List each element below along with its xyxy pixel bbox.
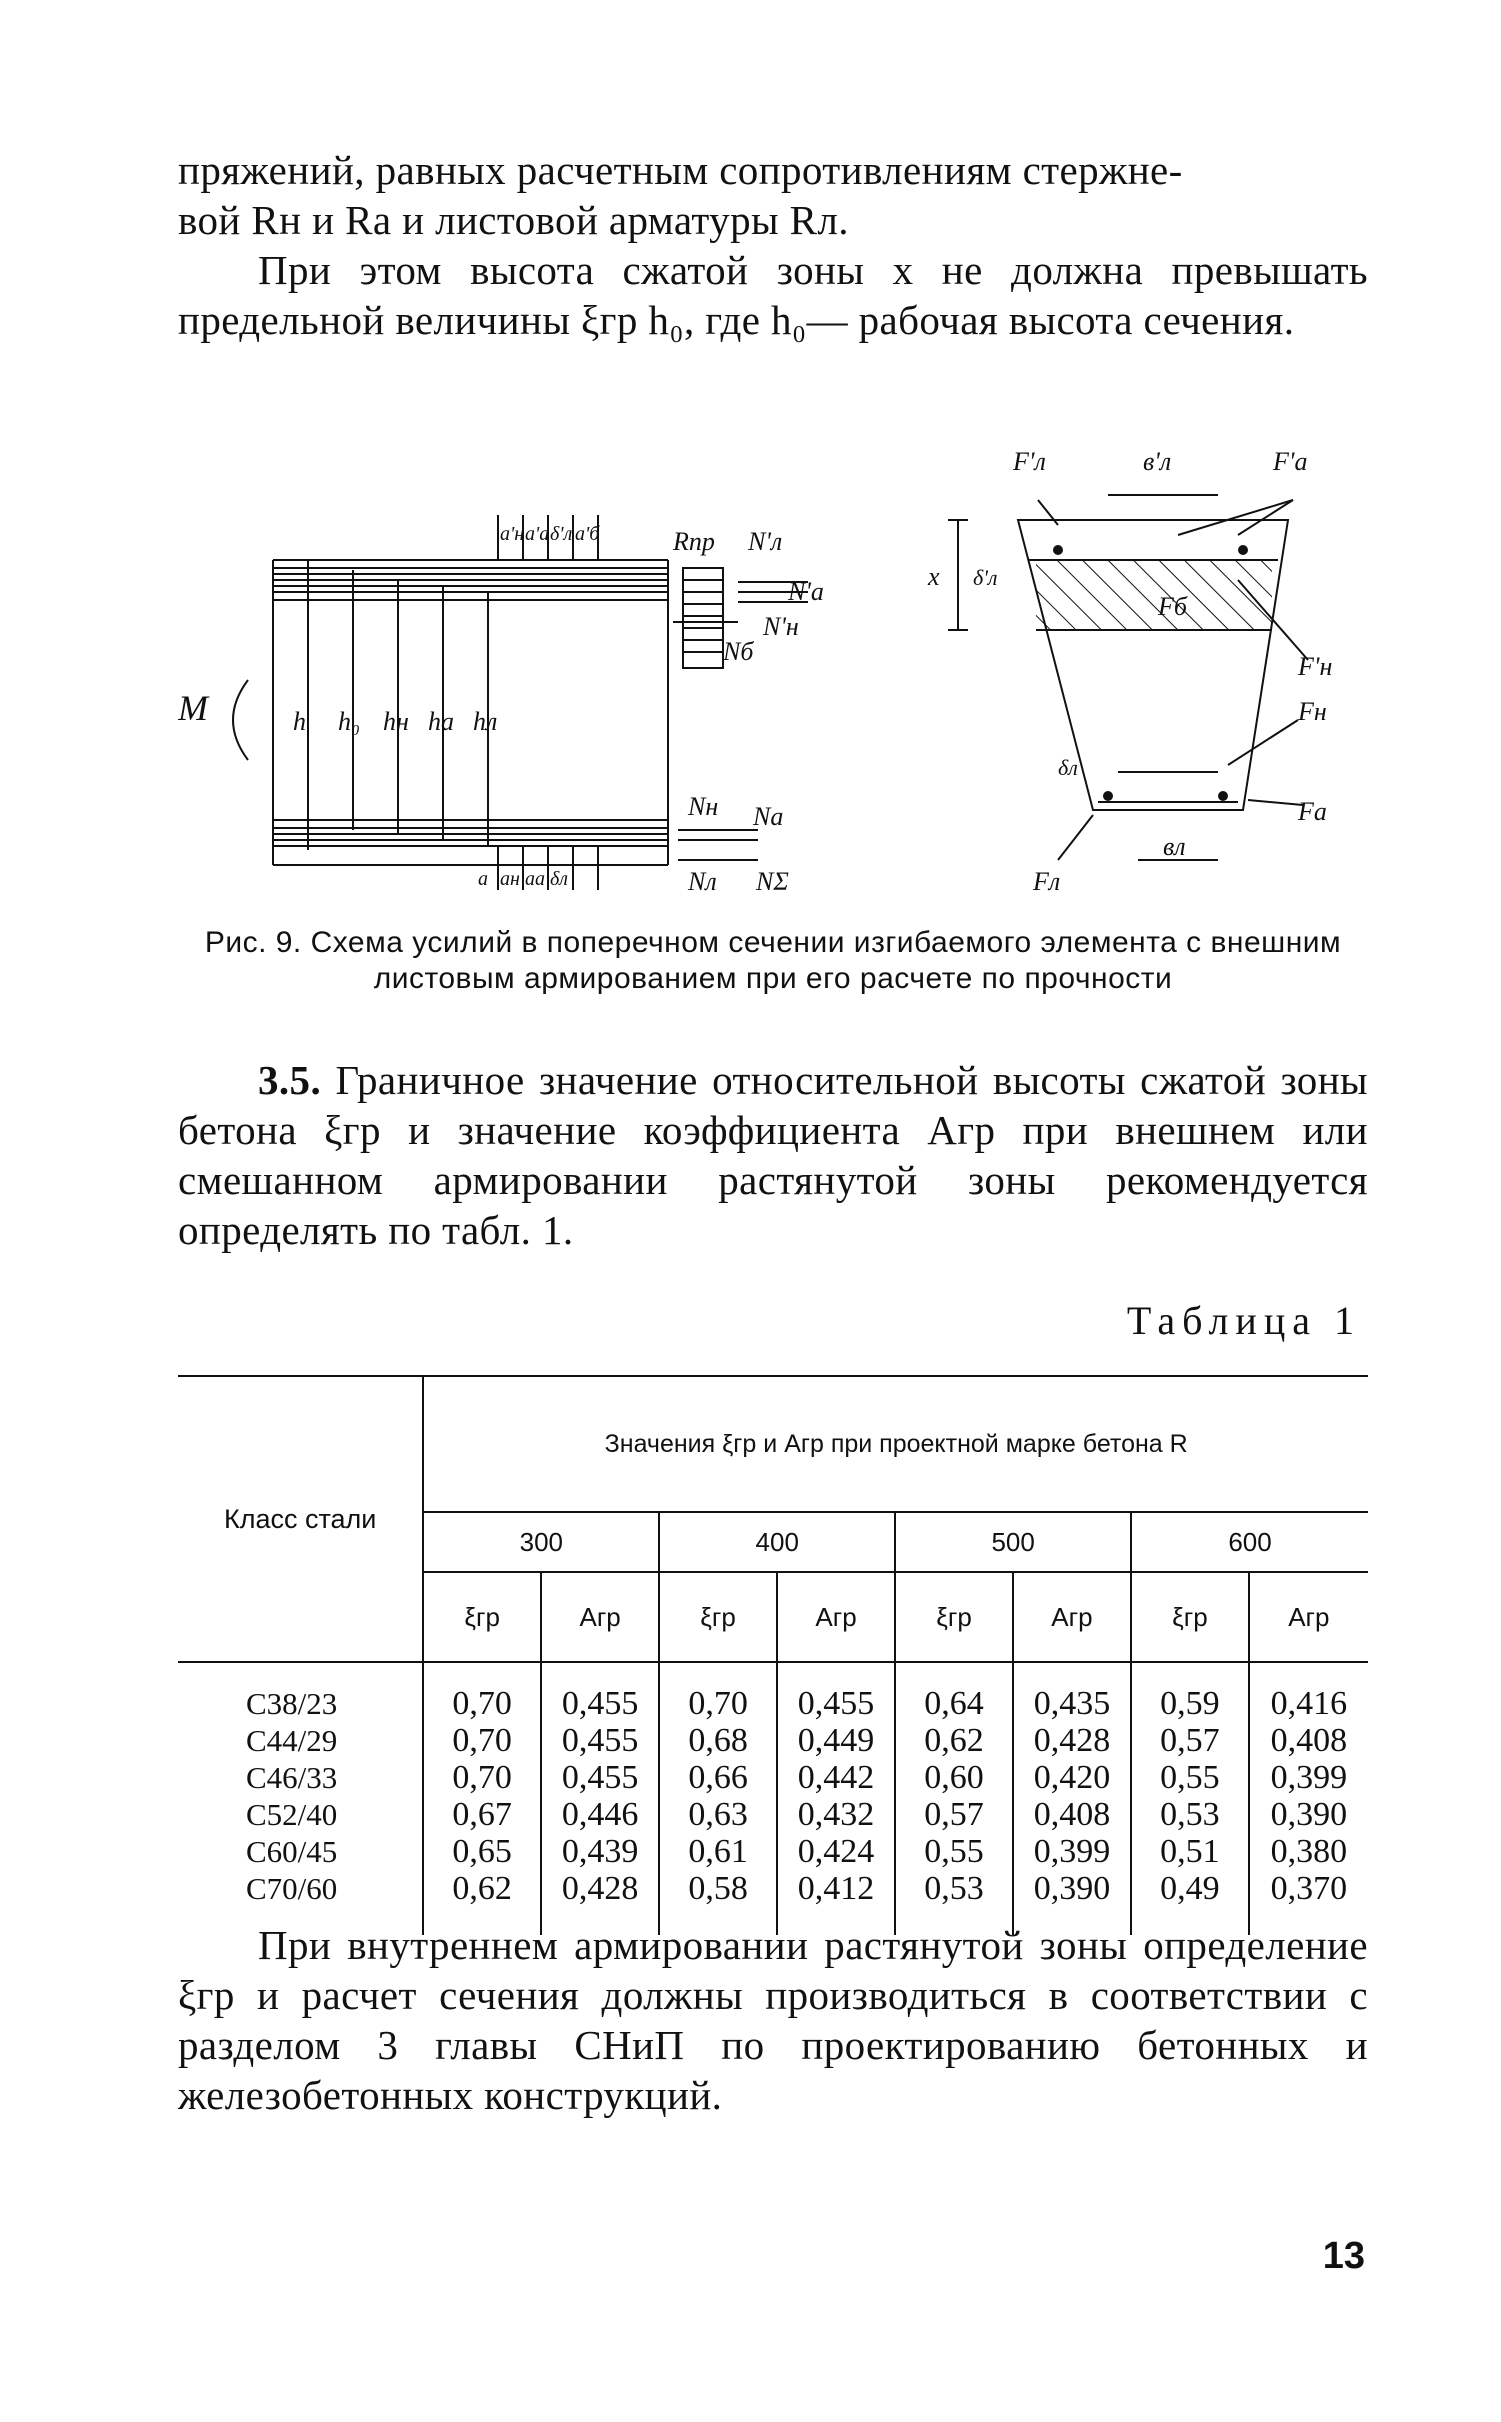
value-cell: 0,53 — [895, 1870, 1013, 1907]
moment-arc — [233, 680, 248, 760]
label-ha: hа — [428, 707, 454, 736]
value-cell: 0,390 — [1013, 1870, 1131, 1907]
label-Nn: Nн — [688, 792, 719, 821]
steel-class-cell: С52/40 — [178, 1796, 423, 1833]
value-cell: 0,455 — [541, 1662, 659, 1722]
label-aa: aа — [525, 868, 545, 890]
value-cell: 0,64 — [895, 1662, 1013, 1722]
value-cell: 0,412 — [777, 1870, 895, 1907]
label-Fl-top: F'л — [1013, 447, 1046, 476]
value-cell: 0,399 — [1013, 1833, 1131, 1870]
value-cell: 0,370 — [1270, 1870, 1348, 1907]
header-A-500: Aгр — [1013, 1572, 1131, 1662]
steel-class-cell: С44/29 — [178, 1722, 423, 1759]
label-delta-l-bot: δл — [1058, 755, 1078, 780]
value-cell: 0,55 — [1131, 1759, 1249, 1796]
value-cell: 0,390 — [1270, 1796, 1348, 1833]
value-cell: 0,70 — [423, 1759, 541, 1796]
value-cell: 0,432 — [777, 1796, 895, 1833]
section-number: 3.5. — [258, 1057, 322, 1103]
value-cell: 0,58 — [659, 1870, 777, 1907]
section-3-5-paragraph — [178, 1055, 1368, 1255]
table-row — [178, 1722, 1368, 1759]
header-grade-600: 600 — [1131, 1512, 1368, 1572]
value-cell: 0,70 — [423, 1662, 541, 1722]
label-Fb: Fб — [1158, 592, 1187, 621]
value-cell: 0,380 — [1270, 1833, 1348, 1870]
table-title: Таблица 1 — [1126, 1298, 1361, 1343]
value-cell: 0,442 — [777, 1759, 895, 1796]
header-xi-600: ξгр — [1131, 1572, 1249, 1662]
table-row — [178, 1833, 1368, 1870]
label-delta-l: δл — [550, 868, 569, 890]
label-Fa-top: F'а — [1273, 447, 1308, 476]
label-delta-l-sec: δ'л — [973, 565, 998, 590]
intro-line-3: При этом высота сжатой зоны x не должна превышать предельной величины ξгр h₀, где h₀— рабочая высота сечения. — [178, 247, 1368, 343]
steel-class-cell: С70/60 — [178, 1870, 423, 1907]
header-grade-300: 300 — [423, 1512, 659, 1572]
value-cell: 0,51 — [1131, 1833, 1249, 1870]
header-xi-400: ξгр — [659, 1572, 777, 1662]
table-row — [178, 1662, 1368, 1722]
value-cell: 0,63 — [659, 1796, 777, 1833]
header-grade-400: 400 — [659, 1512, 895, 1572]
value-cell: 0,424 — [777, 1833, 895, 1870]
label-Nl: Nл — [688, 867, 717, 896]
steel-class-cell: С60/45 — [178, 1833, 423, 1870]
value-cell: 0,428 — [541, 1870, 659, 1907]
table-row — [178, 1870, 1368, 1907]
value-cell: 0,49 — [1131, 1870, 1249, 1907]
value-cell: 0,67 — [423, 1796, 541, 1833]
label-Fn: Fн — [1298, 697, 1327, 726]
value-cell: 0,61 — [659, 1833, 777, 1870]
label-Nsum: NΣ — [756, 867, 789, 896]
value-cell: 0,60 — [895, 1759, 1013, 1796]
intro-line-1: пряжений, равных расчетным сопротивлениям стержне- — [178, 147, 1183, 193]
header-steel-class: Класс стали — [178, 1376, 423, 1662]
steel-class-cell: С46/33 — [178, 1759, 423, 1796]
value-cell: 0,65 — [423, 1833, 541, 1870]
label-Na: Nа — [753, 802, 784, 831]
label-a-bottom: a — [478, 868, 488, 890]
label-ab-top: a'б — [575, 523, 600, 545]
intro-paragraph — [178, 145, 1368, 345]
label-bl-top: в'л — [1143, 447, 1172, 476]
value-cell: 0,408 — [1013, 1796, 1131, 1833]
steel-class-cell: С38/23 — [178, 1662, 423, 1722]
label-Na-top: N'а — [788, 577, 824, 606]
value-cell: 0,455 — [541, 1722, 659, 1759]
label-an: aн — [500, 868, 520, 890]
label-delta-top: δ'л — [550, 523, 573, 545]
value-cell: 0,59 — [1131, 1662, 1249, 1722]
value-cell: 0,399 — [1270, 1759, 1348, 1796]
value-cell: 0,62 — [423, 1870, 541, 1907]
label-Nl-top: N'л — [748, 527, 783, 556]
value-cell: 0,70 — [423, 1722, 541, 1759]
value-cell: 0,70 — [659, 1662, 777, 1722]
header-grade-500: 500 — [895, 1512, 1131, 1572]
label-Nb: Nб — [723, 637, 754, 666]
value-cell: 0,416 — [1270, 1685, 1348, 1722]
value-cell: 0,439 — [541, 1833, 659, 1870]
label-aa-top: a'а — [525, 523, 550, 545]
value-cell: 0,455 — [541, 1759, 659, 1796]
label-hn: hн — [383, 707, 409, 736]
header-A-300: Aгр — [541, 1572, 659, 1662]
label-h: h — [293, 707, 306, 736]
intro-line-2: вой Rн и Rа и листовой арматуры Rл. — [178, 197, 849, 243]
figure-caption: Рис. 9. Схема усилий в поперечном сечении изгибаемого элемента с внешним листовым армированием при его расчете по прочности — [204, 926, 1342, 995]
table-row — [178, 1759, 1368, 1796]
outro-paragraph: При внутреннем армировании растянутой зоны определение ξгр и расчет сечения должны производиться в соответствии с разделом 3 главы СНиП по проектированию бетонных и железобетонных конструкций. — [178, 1922, 1368, 2118]
label-x: x — [928, 562, 940, 591]
table-1 — [178, 1375, 1368, 1935]
value-cell: 0,68 — [659, 1722, 777, 1759]
value-cell: 0,446 — [541, 1796, 659, 1833]
value-cell: 0,428 — [1013, 1722, 1131, 1759]
table-body — [178, 1662, 1368, 1935]
section-3-5-text: Граничное значение относительной высоты сжатой зоны бетона ξгр и значение коэффициента Aгр при внешнем или смешанном армировании растянутой зоны рекомендуется определять по табл. 1. — [178, 1057, 1368, 1253]
value-cell: 0,449 — [777, 1722, 895, 1759]
page-number: 13 — [1322, 2235, 1365, 2277]
value-cell: 0,455 — [777, 1662, 895, 1722]
label-M: M — [178, 688, 208, 728]
label-Nn-top: N'н — [763, 612, 799, 641]
header-xi-300: ξгр — [423, 1572, 541, 1662]
table-row — [178, 1796, 1368, 1833]
header-xi-500: ξгр — [895, 1572, 1013, 1662]
label-Fn-top: F'н — [1298, 652, 1333, 681]
value-cell: 0,55 — [895, 1833, 1013, 1870]
header-A-400: Aгр — [777, 1572, 895, 1662]
label-bl: вл — [1163, 832, 1186, 861]
value-cell: 0,420 — [1013, 1759, 1131, 1796]
value-cell: 0,408 — [1270, 1722, 1348, 1759]
value-cell: 0,53 — [1131, 1796, 1249, 1833]
header-values-group: Значения ξгр и Aгр при проектной марке бетона R — [423, 1376, 1368, 1512]
value-cell: 0,66 — [659, 1759, 777, 1796]
label-hl: hл — [473, 707, 498, 736]
label-h0: h₀ — [338, 707, 361, 736]
value-cell: 0,62 — [895, 1722, 1013, 1759]
label-Rpr: Rпр — [673, 527, 715, 556]
value-cell: 0,57 — [895, 1796, 1013, 1833]
value-cell: 0,435 — [1013, 1662, 1131, 1722]
value-cell: 0,57 — [1131, 1722, 1249, 1759]
figure-9-diagram — [178, 420, 1368, 920]
label-Fa: Fа — [1298, 797, 1327, 826]
label-an-top: a'н — [500, 523, 525, 545]
label-Fl: Fл — [1033, 867, 1061, 896]
header-A-600: Aгр — [1288, 1601, 1330, 1632]
